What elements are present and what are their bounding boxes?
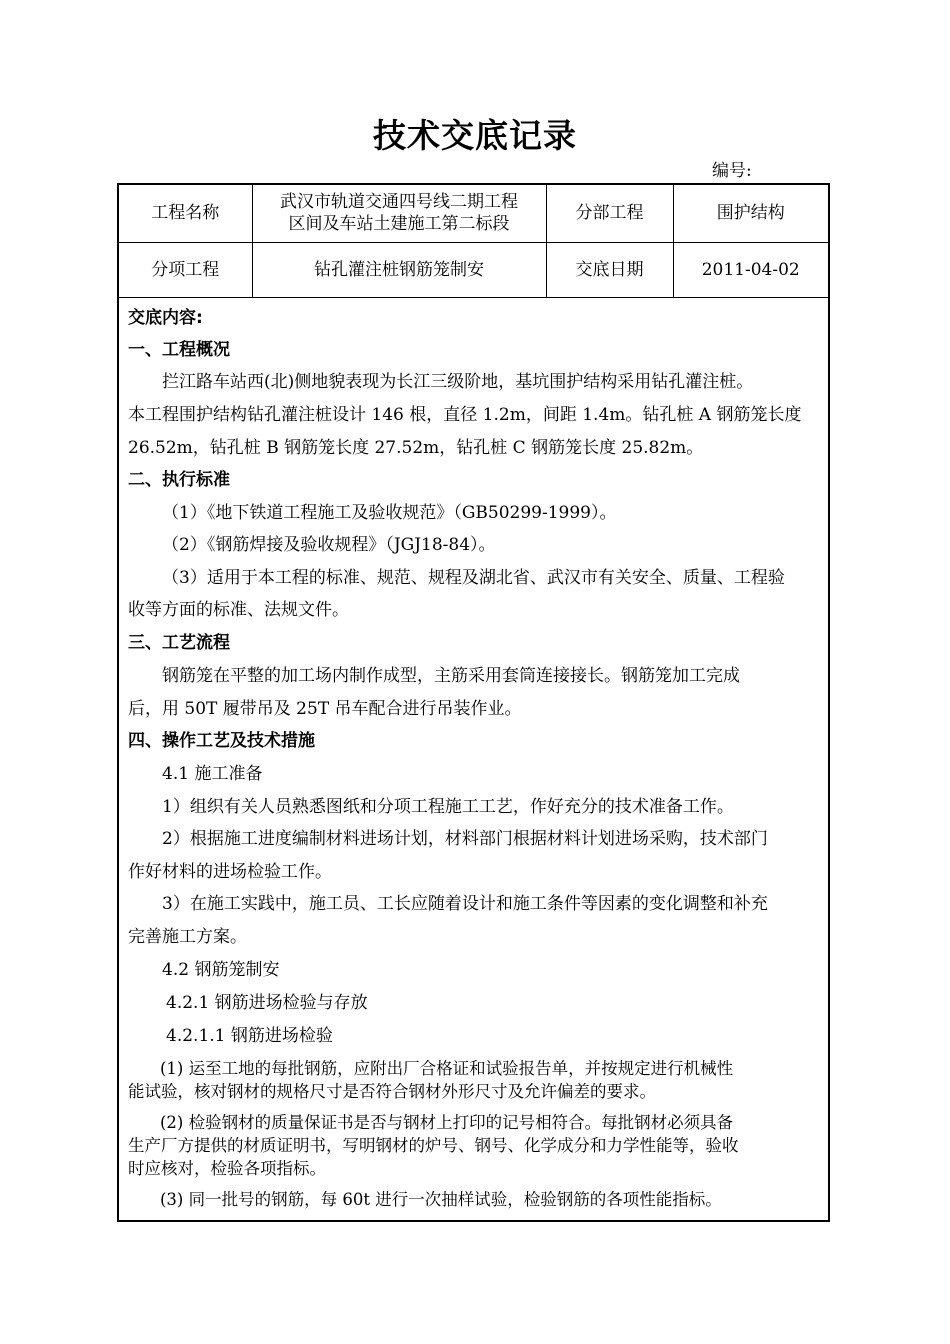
inspection-item-2a: (2) 检验钢材的质量保证书是否与钢材上打印的记号相符合。每批钢材必须具备 (160, 1113, 734, 1132)
section-2-line-3: （3）适用于本工程的标准、规范、规程及湖北省、武汉市有关安全、质量、工程验 (162, 568, 785, 588)
date-value: 2011-04-02 (673, 242, 828, 297)
subsection-4-2: 4.2 钢筋笼制安 (162, 960, 280, 980)
content-heading: 交底内容: (128, 308, 203, 328)
subsection-4-1-item-2a: 2）根据施工进度编制材料进场计划，材料部门根据材料计划进场采购，技术部门 (162, 829, 768, 849)
inspection-item-1a: (1) 运至工地的每批钢筋，应附出厂合格证和试验报告单，并按规定进行机械性 (160, 1059, 734, 1078)
header-row-1 (119, 185, 828, 242)
subsection-4-1-item-3a: 3）在施工实践中，施工员、工长应随着设计和施工条件等因素的变化调整和补充 (162, 894, 768, 914)
section-3-title: 三、工艺流程 (128, 633, 230, 653)
division-label: 分部工程 (546, 185, 673, 242)
section-2-title: 二、执行标准 (128, 470, 230, 490)
section-1-title: 一、工程概况 (128, 340, 230, 360)
project-name-line1: 武汉市轨道交通四号线二期工程 (280, 192, 518, 213)
section-3-line-2: 后，用 50T 履带吊及 25T 吊车配合进行吊装作业。 (128, 699, 522, 719)
record-form (117, 183, 830, 1222)
project-name-value (252, 185, 546, 242)
subsection-4-2-1: 4.2.1 钢筋进场检验与存放 (166, 993, 368, 1013)
subitem-label: 分项工程 (119, 242, 252, 297)
section-1-line-2: 本工程围护结构钻孔灌注桩设计 146 根，直径 1.2m，间距 1.4m。钻孔桩 A 钢筋笼长度 (128, 405, 802, 425)
subsection-4-1-item-2b: 作好材料的进场检验工作。 (128, 862, 332, 882)
subsection-4-1-item-3b: 完善施工方案。 (128, 927, 247, 947)
subsection-4-2-1-1: 4.2.1.1 钢筋进场检验 (166, 1026, 333, 1046)
document-title: 技术交底记录 (373, 116, 577, 155)
inspection-item-2c: 时应核对，检验各项指标。 (128, 1159, 326, 1178)
section-1-line-3: 26.52m，钻孔桩 B 钢筋笼长度 27.52m，钻孔桩 C 钢筋笼长度 25.82m。 (128, 438, 704, 458)
document-number-label: 编号: (712, 161, 752, 181)
date-label: 交底日期 (546, 242, 673, 297)
section-2-line-4: 收等方面的标准、法规文件。 (128, 600, 349, 620)
section-1-line-1: 拦江路车站西(北)侧地貌表现为长江三级阶地，基坑围护结构采用钻孔灌注桩。 (162, 372, 754, 392)
header-row-2 (119, 242, 828, 297)
section-2-line-2: （2）《钢筋焊接及验收规程》（JGJ18-84）。 (162, 535, 496, 555)
project-name-label: 工程名称 (119, 185, 252, 242)
section-4-title: 四、操作工艺及技术措施 (128, 731, 315, 751)
project-name-line2: 区间及车站土建施工第二标段 (288, 214, 510, 235)
division-value: 围护结构 (673, 185, 828, 242)
subsection-4-1: 4.1 施工准备 (162, 764, 263, 784)
inspection-item-3: (3) 同一批号的钢筋，每 60t 进行一次抽样试验，检验钢筋的各项性能指标。 (160, 1190, 722, 1209)
inspection-item-2b: 生产厂方提供的材质证明书，写明钢材的炉号、钢号、化学成分和力学性能等，验收 (128, 1136, 739, 1155)
section-2-line-1: （1）《地下铁道工程施工及验收规范》（GB50299-1999）。 (162, 503, 617, 523)
inspection-item-1b: 能试验，核对钢材的规格尺寸是否符合钢材外形尺寸及允许偏差的要求。 (128, 1082, 656, 1101)
subitem-value: 钻孔灌注桩钢筋笼制安 (252, 242, 546, 297)
subsection-4-1-item-1: 1）组织有关人员熟悉图纸和分项工程施工工艺，作好充分的技术准备工作。 (162, 797, 734, 817)
header-table (119, 185, 828, 298)
section-3-line-1: 钢筋笼在平整的加工场内制作成型，主筋采用套筒连接接长。钢筋笼加工完成 (162, 666, 740, 686)
